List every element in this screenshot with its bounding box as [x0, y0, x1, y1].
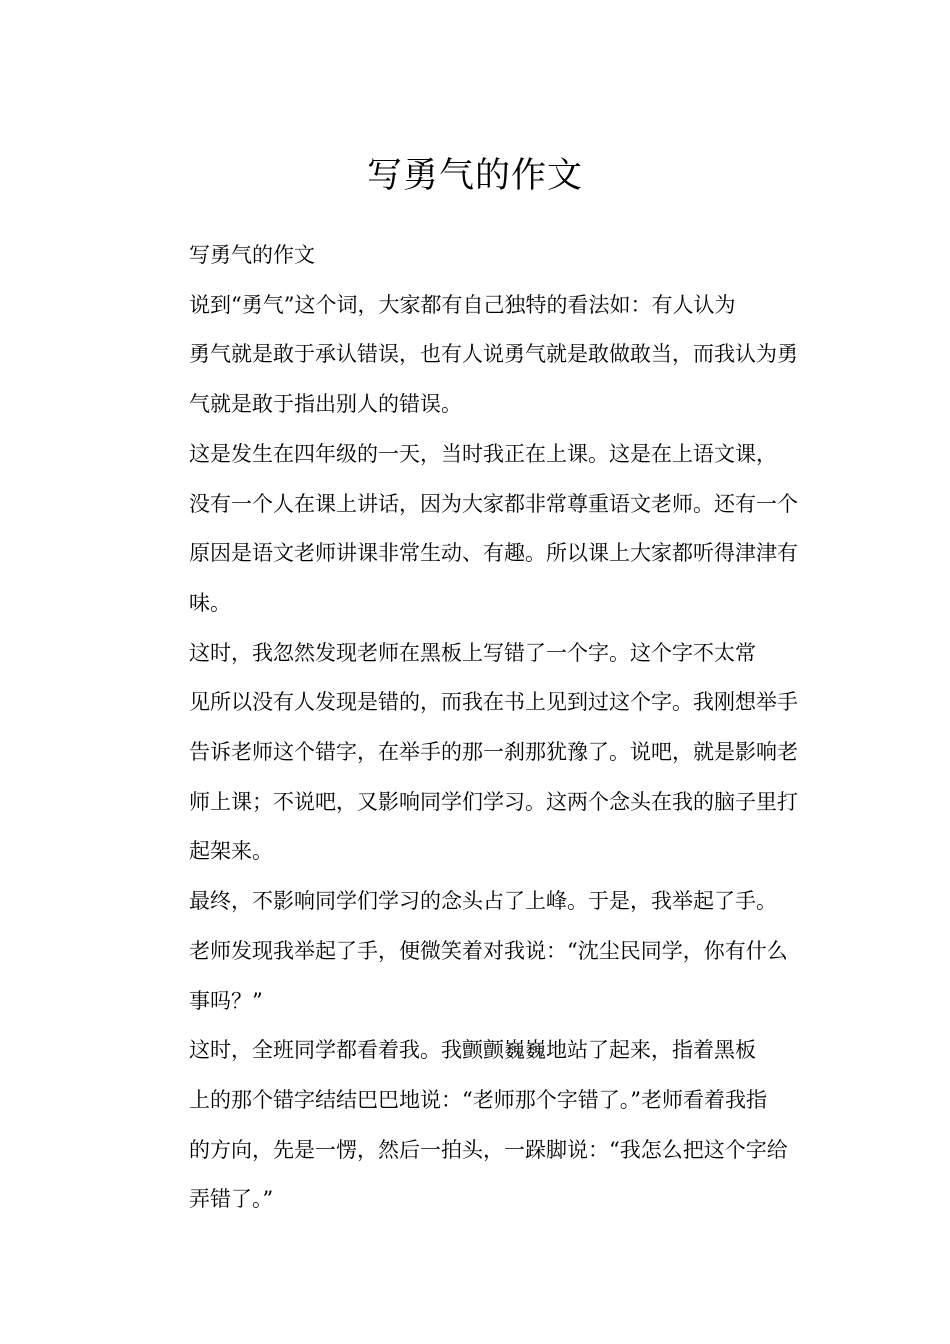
text-line: 这时，全班同学都看着我。我颤颤巍巍地站了起来，指着黑板 [189, 1038, 756, 1063]
paragraph [145, 877, 806, 1026]
text-line: 说到“勇气”这个词，大家都有自己独特的看法如：有人认为 [189, 292, 736, 317]
paragraph [145, 231, 806, 281]
text-line: 勇气就是敢于承认错误，也有人说勇气就是敢做敢当，而我认为勇 [189, 342, 798, 367]
text-line: 这是发生在四年级的一天，当时我正在上课。这是在上语文课， [189, 441, 777, 466]
text-line: 最终，不影响同学们学习的念头占了上峰。于是，我举起了手。 [189, 889, 777, 914]
text-line: 起架来。 [189, 839, 273, 864]
text-line: 的方向，先是一愣，然后一拍头，一跺脚说：“我怎么把这个字给 [189, 1137, 788, 1162]
paragraph [145, 281, 806, 430]
text-line: 气就是敢于指出别人的错误。 [189, 392, 462, 417]
text-line: 味。 [189, 590, 231, 615]
text-line: 见所以没有人发现是错的，而我在书上见到过这个字。我刚想举手 [189, 690, 798, 715]
text-line: 上的那个错字结结巴巴地说：“老师那个字错了。”老师看着我指 [189, 1087, 767, 1112]
text-line: 老师发现我举起了手，便微笑着对我说：“沈尘民同学，你有什么 [189, 938, 788, 963]
text-line: 告诉老师这个错字，在举手的那一刹那犹豫了。说吧，就是影响老 [189, 740, 798, 765]
paragraph [145, 629, 806, 878]
text-line: 事吗？” [189, 988, 263, 1013]
text-line: 这时，我忽然发现老师在黑板上写错了一个字。这个字不太常 [189, 640, 756, 665]
paragraph [145, 430, 806, 629]
text-line: 没有一个人在课上讲话，因为大家都非常尊重语文老师。还有一个 [189, 491, 798, 516]
text-line: 弄错了。” [189, 1187, 274, 1212]
document-body [145, 231, 806, 1225]
text-line: 师上课；不说吧，又影响同学们学习。这两个念头在我的脑子里打 [189, 789, 798, 814]
text-line: 写勇气的作文 [189, 243, 315, 267]
document-title: 写勇气的作文 [366, 156, 583, 197]
paragraph [145, 1026, 806, 1225]
text-line: 原因是语文老师讲课非常生动、有趣。所以课上大家都听得津津有 [189, 541, 798, 566]
